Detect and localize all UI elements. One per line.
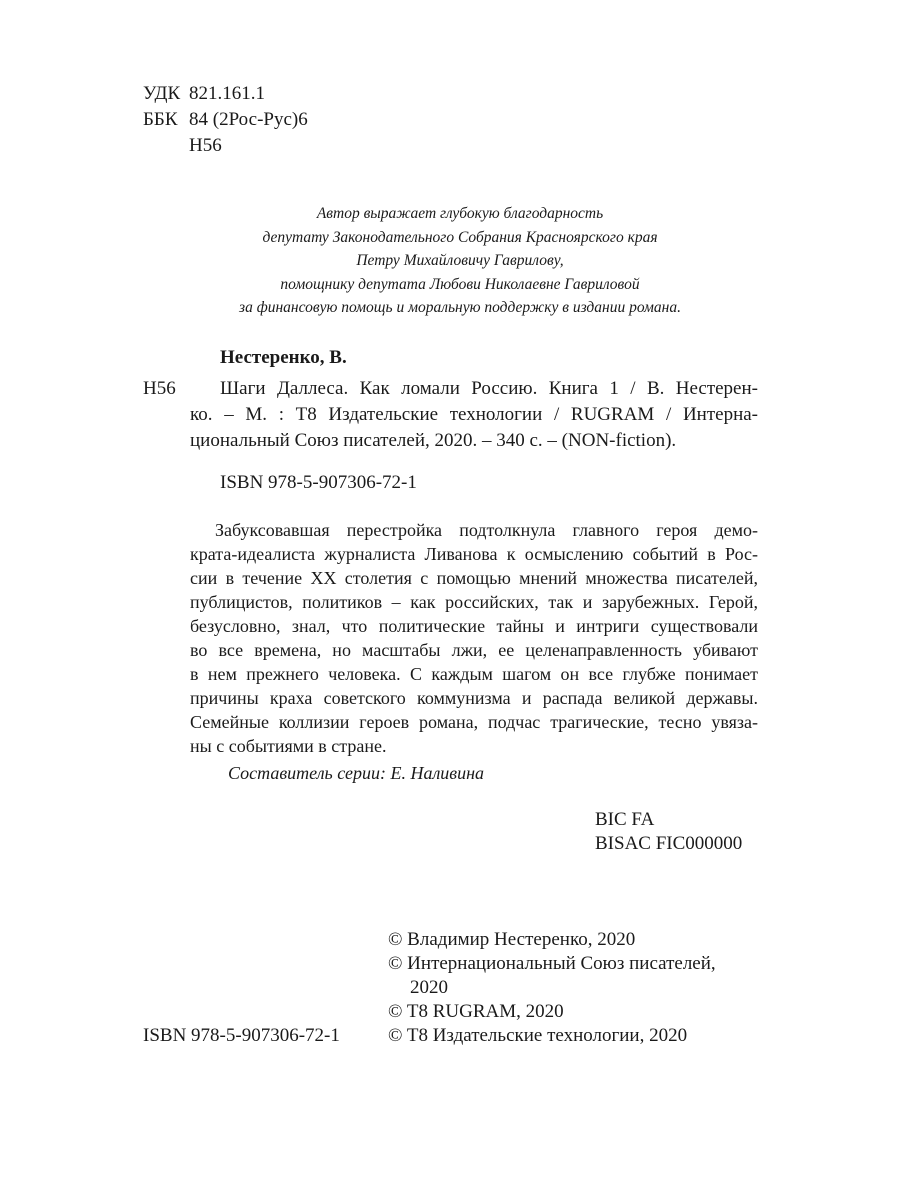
- acknowledgement-line: за финансовую помощь и моральную поддержку в издании романа.: [239, 299, 681, 316]
- annotation-line: во все времена, но масштабы лжи, ее целенаправленность убивают: [190, 640, 758, 660]
- acknowledgement-line: депутату Законодательного Собрания Красноярского края: [262, 228, 658, 246]
- copyright-line: 2020: [410, 977, 448, 998]
- annotation-line: публицистов, политиков – как российских, так и зарубежных. Герой,: [190, 592, 758, 612]
- copyright-line: © T8 RUGRAM, 2020: [388, 1001, 564, 1022]
- bbk-line: [143, 108, 308, 132]
- bbk-value: 84 (2Рос-Рус)6: [189, 109, 308, 130]
- annotation-line: в нем прежнего человека. С каждым шагом он все глубже понимает: [190, 664, 758, 684]
- copyright-line: © Интернациональный Союз писателей,: [388, 953, 716, 974]
- biblio-line: Шаги Даллеса. Как ломали Россию. Книга 1 / В. Нестерен-: [220, 378, 758, 399]
- udk-value: 821.161.1: [189, 83, 265, 104]
- annotation-line: Забуксовавшая перестройка подтолкнула главного героя демо-: [215, 520, 758, 540]
- acknowledgement-line: помощнику депутата Любови Николаевне Гавриловой: [280, 275, 640, 293]
- acknowledgement: [150, 202, 770, 320]
- biblio-author: Нестеренко, В.: [220, 347, 347, 368]
- annotation-line: причины краха советского коммунизма и распада великой державы.: [190, 688, 758, 708]
- bbk-label: ББК: [143, 109, 178, 130]
- udk-line: [143, 82, 265, 106]
- copyright-line: © Владимир Нестеренко, 2020: [388, 929, 636, 950]
- udk-label: УДК: [143, 83, 181, 104]
- bisac-code: BISAC FIC000000: [595, 833, 743, 854]
- annotation-line: безусловно, знал, что политические тайны и интриги существовали: [190, 616, 758, 636]
- annotation-line: сии в течение XX столетия с помощью мнений множества писателей,: [190, 568, 758, 588]
- isbn-main: ISBN 978-5-907306-72-1: [220, 472, 417, 493]
- biblio-line: ко. – М. : T8 Издательские технологии / RUGRAM / Интерна-: [190, 404, 758, 425]
- annotation-line: Семейные коллизии героев романа, подчас трагические, тесно увяза-: [190, 712, 758, 732]
- acknowledgement-line: Петру Михайловичу Гаврилову,: [356, 252, 564, 269]
- annotation-line: крата-идеалиста журналиста Ливанова к осмыслению событий в Рос-: [190, 544, 758, 564]
- isbn-bottom: ISBN 978-5-907306-72-1: [143, 1025, 340, 1046]
- biblio-code: Н56: [143, 378, 176, 399]
- author-mark: Н56: [189, 135, 222, 156]
- annotation-line: ны с событиями в стране.: [190, 736, 387, 756]
- biblio-line: циональный Союз писателей, 2020. – 340 с. – (NON-fiction).: [190, 430, 677, 451]
- acknowledgement-line: Автор выражает глубокую благодарность: [316, 205, 604, 222]
- series-compiler: Составитель серии: Е. Наливина: [228, 763, 485, 783]
- copyright-line: © T8 Издательские технологии, 2020: [388, 1025, 688, 1046]
- bic-code: BIC FA: [595, 809, 655, 830]
